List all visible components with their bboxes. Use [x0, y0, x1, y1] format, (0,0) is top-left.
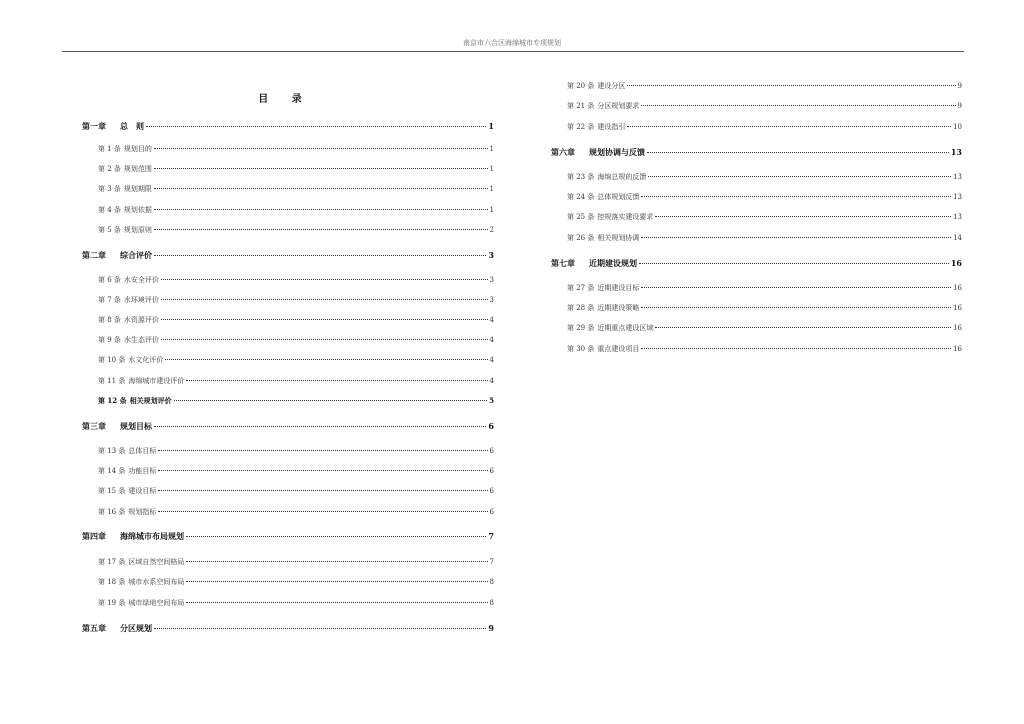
toc-entry-text: 城市水系空间布局 — [128, 578, 185, 586]
toc-leader-dots — [154, 425, 486, 427]
toc-entry-text: 近期建设目标 — [597, 284, 640, 292]
toc-entry-label — [567, 191, 639, 203]
toc-entry-number: 第 21 条 — [567, 102, 595, 110]
toc-entry-number: 第 19 条 — [98, 599, 126, 607]
toc-article-entry[interactable] — [98, 274, 494, 286]
toc-leader-dots — [627, 125, 951, 127]
toc-entry-text: 海绵城市建设评价 — [128, 377, 185, 385]
toc-entry-number: 第 7 条 — [98, 296, 121, 304]
toc-page-number: 6 — [489, 508, 494, 516]
toc-page-number: 4 — [489, 336, 494, 344]
toc-entry-text: 规划原则 — [123, 226, 152, 234]
toc-entry-label — [82, 622, 152, 634]
toc-entry-number: 第 4 条 — [98, 206, 121, 214]
toc-entry-number: 第 22 条 — [567, 123, 595, 131]
toc-page-number: 13 — [950, 147, 962, 157]
toc-leader-dots — [158, 469, 487, 471]
toc-entry-number: 第 3 条 — [98, 185, 121, 193]
toc-entry-label — [98, 314, 159, 326]
toc-entry-number: 第 6 条 — [98, 276, 121, 284]
header-divider — [62, 51, 964, 52]
toc-leader-dots — [641, 306, 951, 308]
toc-entry-label — [82, 530, 184, 542]
toc-entry-text: 分区规划要求 — [597, 102, 640, 110]
toc-entry-number: 第 23 条 — [567, 173, 595, 181]
toc-entry-number: 第六章 — [551, 147, 575, 157]
toc-page-number: 16 — [953, 324, 962, 332]
toc-article-entry[interactable] — [98, 183, 494, 195]
toc-entry-label — [567, 121, 625, 133]
toc-entry-text: 水安全评价 — [123, 276, 159, 284]
toc-entry-label — [567, 211, 653, 223]
toc-page-number: 8 — [489, 578, 494, 586]
toc-leader-dots — [154, 187, 488, 189]
toc-entry-text: 规划指标 — [128, 508, 157, 516]
toc-leader-dots — [158, 449, 487, 451]
toc-chapter-entry[interactable] — [82, 420, 494, 432]
toc-entry-text: 区域自然空间格局 — [128, 558, 185, 566]
toc-entry-text: 总 则 — [120, 121, 144, 131]
toc-entry-number: 第 28 条 — [567, 304, 595, 312]
toc-chapter-entry[interactable] — [82, 622, 494, 634]
toc-entry-label — [567, 100, 639, 112]
toc-entry-number: 第 26 条 — [567, 234, 595, 242]
toc-page-number: 16 — [953, 345, 962, 353]
toc-article-entry[interactable] — [98, 224, 494, 236]
toc-entry-text: 近期重点建设区域 — [597, 324, 654, 332]
toc-chapter-entry[interactable] — [82, 530, 494, 542]
toc-article-entry[interactable] — [98, 314, 494, 326]
toc-entry-text: 规划依据 — [123, 206, 152, 214]
toc-entry-text: 规划目标 — [120, 421, 152, 431]
toc-entry-text: 近期建设策略 — [597, 304, 640, 312]
toc-page-number: 9 — [957, 102, 962, 110]
toc-entry-text: 水生态评价 — [123, 336, 159, 344]
toc-entry-label — [98, 294, 159, 306]
toc-entry-label — [567, 171, 646, 183]
toc-page-number: 8 — [489, 599, 494, 607]
toc-page-number: 4 — [489, 316, 494, 324]
toc-article-entry[interactable] — [98, 556, 494, 568]
toc-leader-dots — [641, 347, 951, 349]
toc-chapter-entry[interactable] — [551, 257, 962, 269]
toc-entry-text: 总体目标 — [128, 447, 157, 455]
toc-entry-label — [567, 282, 639, 294]
toc-entry-number: 第 15 条 — [98, 487, 126, 495]
toc-entry-text: 相关规划评价 — [129, 396, 172, 405]
toc-entry-number: 第 17 条 — [98, 558, 126, 566]
toc-entry-number: 第四章 — [82, 531, 106, 541]
toc-page-number: 10 — [953, 123, 962, 131]
toc-entry-number: 第 18 条 — [98, 578, 126, 586]
toc-leader-dots — [154, 254, 486, 256]
toc-entry-text: 规划期限 — [123, 185, 152, 193]
toc-leader-dots — [174, 399, 488, 401]
toc-article-entry[interactable] — [567, 322, 962, 334]
toc-page-number: 1 — [489, 165, 494, 173]
toc-entry-label — [82, 120, 144, 132]
toc-entry-label — [98, 597, 184, 609]
toc-article-entry[interactable] — [567, 282, 962, 294]
toc-entry-number: 第 11 条 — [98, 377, 126, 385]
toc-chapter-entry[interactable] — [82, 120, 494, 132]
toc-leader-dots — [648, 175, 951, 177]
toc-page-number: 9 — [957, 82, 962, 90]
toc-page-number: 1 — [489, 145, 494, 153]
toc-entry-text: 综合评价 — [120, 250, 152, 260]
toc-entry-label — [82, 420, 152, 432]
toc-page-number: 1 — [489, 185, 494, 193]
toc-leader-dots — [641, 195, 951, 197]
toc-page-number: 3 — [488, 250, 494, 260]
toc-entry-label — [98, 506, 156, 518]
toc-entry-text: 建设目标 — [128, 487, 157, 495]
toc-leader-dots — [627, 84, 955, 86]
toc-entry-label — [98, 183, 152, 195]
toc-leader-dots — [641, 236, 951, 238]
toc-entry-label — [98, 334, 159, 346]
toc-entry-number: 第 29 条 — [567, 324, 595, 332]
toc-entry-number: 第二章 — [82, 250, 106, 260]
toc-leader-dots — [655, 215, 951, 217]
toc-entry-text: 重点建设项目 — [597, 345, 640, 353]
toc-leader-dots — [186, 379, 487, 381]
toc-entry-text: 建设分区 — [597, 82, 626, 90]
toc-article-entry[interactable] — [98, 204, 494, 216]
toc-article-entry[interactable] — [98, 485, 494, 497]
toc-entry-number: 第五章 — [82, 623, 106, 633]
toc-page-number: 5 — [489, 396, 494, 405]
toc-page-number: 6 — [489, 467, 494, 475]
toc-entry-label — [567, 302, 639, 314]
toc-entry-label — [82, 249, 152, 261]
toc-entry-number: 第 5 条 — [98, 226, 121, 234]
toc-entry-label — [98, 465, 156, 477]
toc-entry-label — [98, 445, 156, 457]
toc-leader-dots — [655, 326, 951, 328]
toc-leader-dots — [154, 167, 488, 169]
toc-title: 目 录 — [258, 94, 312, 105]
toc-article-entry[interactable] — [98, 445, 494, 457]
toc-page-number: 4 — [489, 356, 494, 364]
toc-entry-text: 海绵总规的反馈 — [597, 173, 647, 181]
toc-leader-dots — [186, 535, 486, 537]
toc-page-number: 7 — [488, 531, 494, 541]
toc-entry-text: 规划协调与反馈 — [589, 147, 645, 157]
toc-entry-text: 水文化评价 — [128, 356, 164, 364]
toc-article-entry[interactable] — [98, 465, 494, 477]
toc-entry-text: 水环境评价 — [123, 296, 159, 304]
toc-leader-dots — [146, 125, 486, 127]
toc-entry-label — [567, 232, 639, 244]
toc-leader-dots — [154, 228, 488, 230]
toc-page-number: 6 — [489, 447, 494, 455]
toc-article-entry[interactable] — [98, 506, 494, 518]
toc-article-entry[interactable] — [98, 163, 494, 175]
toc-entry-number: 第 1 条 — [98, 145, 121, 153]
toc-leader-dots — [641, 286, 951, 288]
toc-entry-label — [551, 257, 637, 269]
toc-page-number: 1 — [488, 121, 494, 131]
toc-entry-label — [98, 556, 184, 568]
toc-leader-dots — [165, 358, 487, 360]
toc-article-entry[interactable] — [98, 294, 494, 306]
toc-entry-label — [567, 80, 625, 92]
toc-leader-dots — [154, 208, 488, 210]
toc-entry-text: 近期建设规划 — [589, 258, 637, 268]
toc-leader-dots — [161, 318, 488, 320]
toc-entry-label — [98, 354, 163, 366]
toc-entry-number: 第一章 — [82, 121, 106, 131]
toc-page-number: 9 — [488, 623, 494, 633]
toc-article-entry[interactable] — [567, 191, 962, 203]
toc-entry-text: 控规落实建设要求 — [597, 213, 654, 221]
toc-article-entry[interactable] — [567, 80, 962, 92]
page-header: 南京市六合区海绵城市专项规划 — [463, 39, 561, 47]
toc-entry-number: 第七章 — [551, 258, 575, 268]
toc-entry-number: 第 30 条 — [567, 345, 595, 353]
toc-page-number: 13 — [953, 173, 962, 181]
toc-entry-text: 功能目标 — [128, 467, 157, 475]
toc-entry-number: 第 13 条 — [98, 447, 126, 455]
toc-entry-text: 分区规划 — [120, 623, 152, 633]
toc-leader-dots — [641, 104, 955, 106]
toc-page-number: 16 — [953, 304, 962, 312]
toc-page-number: 6 — [488, 421, 494, 431]
toc-page-number: 4 — [489, 377, 494, 385]
toc-article-entry[interactable] — [567, 171, 962, 183]
toc-chapter-entry[interactable] — [551, 146, 962, 158]
toc-entry-label — [98, 163, 152, 175]
toc-entry-label — [98, 204, 152, 216]
toc-entry-label — [98, 143, 152, 155]
toc-article-entry[interactable] — [98, 597, 494, 609]
toc-article-entry[interactable] — [98, 334, 494, 346]
toc-leader-dots — [186, 580, 487, 582]
toc-leader-dots — [161, 338, 488, 340]
toc-leader-dots — [186, 560, 487, 562]
toc-entry-label — [551, 146, 645, 158]
toc-entry-label — [98, 224, 152, 236]
toc-article-entry[interactable] — [98, 354, 494, 366]
toc-page-number: 13 — [953, 193, 962, 201]
toc-entry-text: 海绵城市布局规划 — [120, 531, 184, 541]
toc-entry-text: 城市绿地空间布局 — [128, 599, 185, 607]
toc-entry-label — [98, 274, 159, 286]
toc-entry-number: 第 27 条 — [567, 284, 595, 292]
toc-entry-number: 第 16 条 — [98, 508, 126, 516]
toc-entry-text: 相关规划协调 — [597, 234, 640, 242]
toc-entry-number: 第 10 条 — [98, 356, 126, 364]
toc-page-number: 7 — [489, 558, 494, 566]
toc-leader-dots — [158, 510, 487, 512]
toc-leader-dots — [158, 489, 487, 491]
toc-entry-text: 建设指引 — [597, 123, 626, 131]
toc-article-entry[interactable] — [98, 375, 494, 387]
toc-entry-number: 第三章 — [82, 421, 106, 431]
toc-article-entry[interactable] — [98, 395, 494, 407]
toc-page-number: 3 — [489, 276, 494, 284]
toc-leader-dots — [161, 298, 488, 300]
toc-entry-number: 第 20 条 — [567, 82, 595, 90]
toc-chapter-entry[interactable] — [82, 249, 494, 261]
toc-article-entry[interactable] — [567, 100, 962, 112]
toc-entry-text: 规划范围 — [123, 165, 152, 173]
toc-leader-dots — [186, 601, 487, 603]
toc-article-entry[interactable] — [567, 232, 962, 244]
toc-page-number: 16 — [950, 258, 962, 268]
toc-article-entry[interactable] — [98, 143, 494, 155]
toc-page-number: 14 — [953, 234, 962, 242]
toc-entry-number: 第 12 条 — [98, 396, 127, 405]
toc-entry-label — [98, 576, 184, 588]
toc-entry-number: 第 24 条 — [567, 193, 595, 201]
toc-page-number: 3 — [489, 296, 494, 304]
toc-entry-label — [98, 485, 156, 497]
toc-entry-number: 第 14 条 — [98, 467, 126, 475]
toc-entry-number: 第 25 条 — [567, 213, 595, 221]
toc-entry-label — [567, 322, 653, 334]
toc-page-number: 2 — [489, 226, 494, 234]
toc-entry-text: 规划目的 — [123, 145, 152, 153]
toc-article-entry[interactable] — [567, 302, 962, 314]
toc-article-entry[interactable] — [567, 211, 962, 223]
toc-entry-number: 第 9 条 — [98, 336, 121, 344]
toc-entry-label — [98, 375, 184, 387]
toc-page-number: 13 — [953, 213, 962, 221]
toc-entry-label — [567, 343, 639, 355]
toc-page-number: 6 — [489, 487, 494, 495]
toc-leader-dots — [154, 147, 488, 149]
toc-entry-label — [98, 395, 172, 407]
toc-article-entry[interactable] — [98, 576, 494, 588]
toc-article-entry[interactable] — [567, 343, 962, 355]
toc-entry-number: 第 8 条 — [98, 316, 121, 324]
toc-entry-number: 第 2 条 — [98, 165, 121, 173]
toc-page-number: 1 — [489, 206, 494, 214]
toc-leader-dots — [647, 151, 949, 153]
toc-entry-text: 水资源评价 — [123, 316, 159, 324]
toc-leader-dots — [639, 262, 949, 264]
toc-leader-dots — [161, 278, 488, 280]
toc-entry-text: 总体规划反馈 — [597, 193, 640, 201]
toc-leader-dots — [154, 627, 486, 629]
toc-article-entry[interactable] — [567, 121, 962, 133]
toc-page-number: 16 — [953, 284, 962, 292]
